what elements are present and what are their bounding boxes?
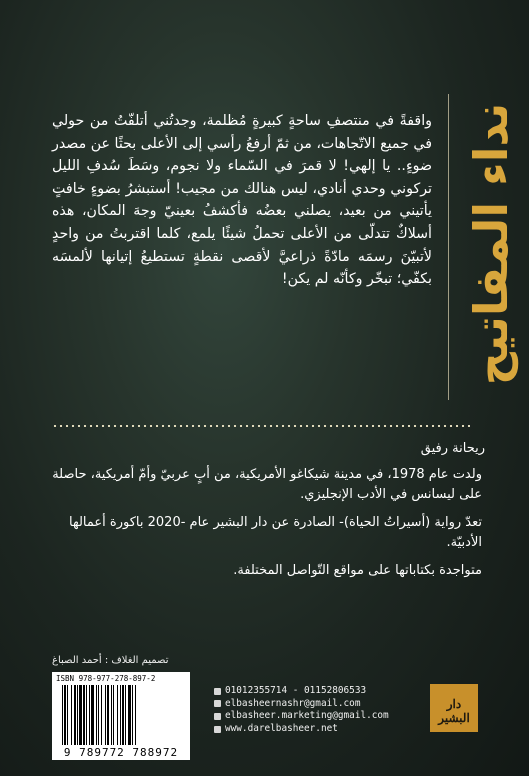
- barcode-bar: [79, 685, 82, 745]
- cover-design-credit: تصميم الغلاف : أحمد الصباغ: [52, 655, 169, 666]
- barcode-bar: [64, 685, 66, 745]
- book-excerpt: واقفةً في منتصفِ ساحةٍ كبيرةٍ مُظلمة، وجدتُني أتلفّتُ من حولي في جميع الاتّجاهات، من ثمّ أرفعُ رأسي إلى الأعلى بحثًا عن مصدر ضوءٍ.. يا إلهي! لا قمرَ في السّماء ولا نجوم، وسَطَ سُدفِ الليل تركوني وحدي أنادي، ليس هنالك من مجيب! أستبشرُ بضوءٍ خافتٍ يأتيني من بعيد، يصلني بعضُه فأكشفُ بعينيّ وجهَ المكان، هذه أسلاكٌ تتدلّى من الأعلى تحملُ شيئًا يلمع، كلما اقتربتُ من واحدٍ لأتبيّنَ رسمَه مادّةً ذراعيَّ لأقصى نقطةٍ تستطيعُ إتيانها لألمسَه بكفّي؛ تبخّر وكأنّه لم يكن!: [52, 113, 432, 288]
- barcode-bar: [120, 685, 121, 745]
- author-bio: [52, 465, 482, 589]
- barcode-bar: [122, 685, 124, 745]
- email-icon: [214, 713, 221, 720]
- barcode-icon: [60, 685, 182, 745]
- bio-paragraph: ولدت عام 1978، في مدينة شيكاغو الأمريكية، من أبٍ عربيّ وأمّ أمريكية، حاصلة على ليسانس في الأدب الإنجليزي.: [52, 467, 482, 502]
- isbn-barcode: [52, 672, 190, 760]
- book-title-svg: [463, 86, 523, 401]
- dotted-divider: [52, 425, 470, 427]
- barcode-bar: [83, 685, 85, 745]
- isbn-number: ISBN 978-977-278-897-2: [56, 674, 156, 683]
- barcode-bar: [67, 685, 68, 745]
- web-icon: [214, 726, 221, 733]
- email-icon: [214, 700, 221, 707]
- barcode-bar: [89, 685, 90, 745]
- barcode-bar: [62, 685, 63, 745]
- barcode-bar: [135, 685, 136, 745]
- book-title-text: نداء المفاتيح: [464, 102, 518, 386]
- barcode-bar: [74, 685, 76, 745]
- barcode-bar: [125, 685, 126, 745]
- barcode-bar: [105, 685, 106, 745]
- contact-phone: [214, 685, 419, 698]
- publisher-logo-text: دار البشير: [438, 697, 470, 725]
- author-name: ريحانة رفيق: [420, 441, 485, 456]
- title-divider: [448, 94, 449, 400]
- phone-icon: [214, 688, 221, 695]
- barcode-bar: [128, 685, 131, 745]
- publisher-logo: [430, 684, 478, 732]
- contact-email: [214, 698, 419, 711]
- contact-text: elbasheer.marketing@gmail.com: [225, 710, 389, 722]
- contact-text: elbasheernashr@gmail.com: [225, 697, 361, 709]
- barcode-bar: [101, 685, 102, 745]
- barcode-bar: [113, 685, 114, 745]
- barcode-bar: [77, 685, 78, 745]
- barcode-bar: [91, 685, 94, 745]
- bio-paragraph: تعدّ رواية (أسيراتُ الحياة)- الصادرة عن دار البشير عام -2020 باكورة أعمالها الأدبيّة.: [69, 515, 482, 550]
- bio-paragraph: متواجدة بكتاباتها على مواقع التّواصل المختلفة.: [233, 563, 482, 578]
- barcode-bar: [107, 685, 109, 745]
- barcode-bar: [98, 685, 99, 745]
- barcode-bar: [117, 685, 118, 745]
- barcode-bar: [132, 685, 133, 745]
- publisher-contacts: [214, 685, 419, 735]
- contact-text: 01012355714 - 01152806533: [225, 685, 367, 696]
- contact-email-marketing: [214, 710, 419, 723]
- contact-website: [214, 723, 419, 736]
- barcode-digits: 9 789772 788972: [63, 746, 179, 759]
- book-title: [463, 86, 523, 401]
- barcode-bar: [71, 685, 72, 745]
- contact-text: www.darelbasheer.net: [225, 722, 338, 734]
- barcode-bar: [86, 685, 87, 745]
- barcode-bar: [111, 685, 112, 745]
- barcode-bar: [96, 685, 97, 745]
